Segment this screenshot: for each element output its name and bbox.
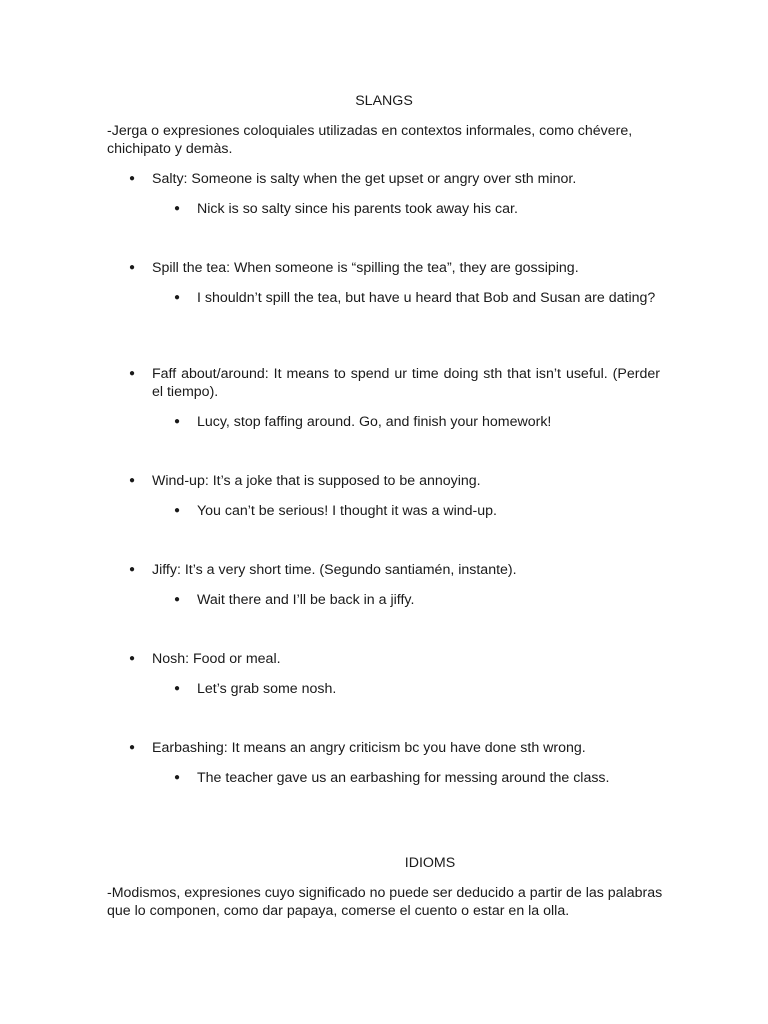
slang-example: Wait there and I’ll be back in a jiffy. — [197, 592, 415, 608]
slang-example: You can’t be serious! I thought it was a wind-up. — [197, 503, 497, 519]
slang-example: I shouldn’t spill the tea, but have u heard that Bob and Susan are dating? — [197, 290, 656, 306]
slang-definition: Faff about/around: It means to spend ur time doing sth that isn’t useful. (Perder el tiempo). — [152, 366, 660, 400]
bullet-icon: ● — [174, 416, 181, 427]
list-item — [129, 472, 660, 490]
bullet-icon: ● — [129, 173, 136, 184]
bullet-icon: ● — [174, 505, 181, 516]
bullet-icon: ● — [129, 475, 136, 486]
slangs-intro: -Jerga o expresiones coloquiales utilizadas en contextos informales, como chévere, chichipato y demàs. — [107, 123, 633, 157]
list-item — [174, 502, 660, 520]
slang-example: Nick is so salty since his parents took away his car. — [197, 201, 518, 217]
list-item — [174, 769, 660, 787]
list-item — [129, 259, 660, 277]
list-item — [174, 413, 660, 431]
slang-definition: Spill the tea: When someone is “spilling the tea”, they are gossiping. — [152, 260, 579, 276]
bullet-icon: ● — [174, 594, 181, 605]
slang-example: Lucy, stop faffing around. Go, and finish your homework! — [197, 414, 552, 430]
list-item — [129, 365, 660, 401]
slang-definition: Salty: Someone is salty when the get upset or angry over sth minor. — [152, 171, 577, 187]
slang-definition: Earbashing: It means an angry criticism bc you have done sth wrong. — [152, 740, 586, 756]
bullet-icon: ● — [129, 653, 136, 664]
bullet-icon: ● — [174, 292, 181, 303]
list-item — [129, 739, 660, 757]
list-item — [174, 200, 660, 218]
bullet-icon: ● — [129, 742, 136, 753]
bullet-icon: ● — [174, 203, 181, 214]
list-item — [129, 650, 660, 668]
bullet-icon: ● — [129, 262, 136, 273]
bullet-icon: ● — [129, 368, 136, 379]
list-item — [129, 561, 660, 579]
list-item — [174, 680, 660, 698]
slang-definition: Wind-up: It’s a joke that is supposed to be annoying. — [152, 473, 481, 489]
slang-definition: Nosh: Food or meal. — [152, 651, 281, 667]
slangs-heading: SLANGS — [355, 93, 413, 109]
bullet-icon: ● — [174, 772, 181, 783]
list-item — [129, 170, 660, 188]
bullet-icon: ● — [129, 564, 136, 575]
idioms-heading: IDIOMS — [404, 855, 456, 871]
slang-example: Let’s grab some nosh. — [197, 681, 337, 697]
idioms-intro: -Modismos, expresiones cuyo significado no puede ser deducido a partir de las palabras que lo componen, como dar papaya, comerse el cuento o estar en la olla. — [107, 885, 663, 919]
list-item — [174, 289, 660, 307]
bullet-icon: ● — [174, 683, 181, 694]
list-item — [174, 591, 660, 609]
slang-example: The teacher gave us an earbashing for messing around the class. — [197, 770, 610, 786]
slang-definition: Jiffy: It’s a very short time. (Segundo santiamén, instante). — [152, 562, 517, 578]
